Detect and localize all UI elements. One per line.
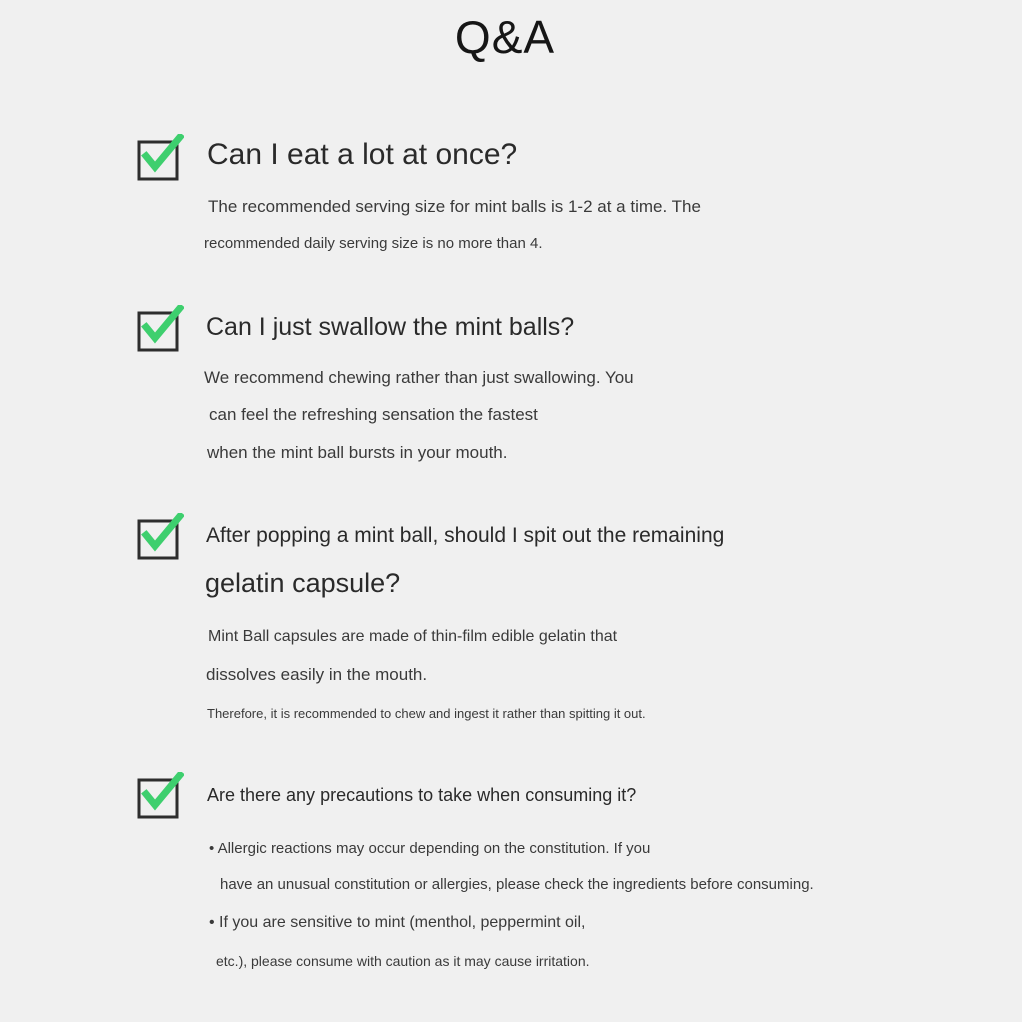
answer-text: recommended daily serving size is no more than 4.	[204, 235, 543, 252]
answer-text: can feel the refreshing sensation the fastest	[209, 405, 538, 424]
checkbox-checked-icon	[136, 513, 184, 561]
page-title: Q&A	[454, 11, 556, 63]
question-text: gelatin capsule?	[205, 568, 401, 598]
answer-text: Mint Ball capsules are made of thin-film edible gelatin that	[208, 628, 618, 645]
answer-text: etc.), please consume with caution as it may cause irritation.	[216, 953, 590, 969]
question-text: Can I just swallow the mint balls?	[206, 313, 575, 341]
answer-text: dissolves easily in the mouth.	[206, 665, 428, 684]
answer-text: We recommend chewing rather than just swallowing. You	[204, 368, 634, 387]
question-text: Are there any precautions to take when consuming it?	[207, 785, 637, 805]
bullet-answer-text: • If you are sensitive to mint (menthol, peppermint oil,	[209, 914, 586, 931]
question-text: After popping a mint ball, should I spit out the remaining	[206, 524, 725, 547]
checkbox-checked-icon	[136, 305, 184, 353]
checkbox-checked-icon	[136, 134, 184, 182]
answer-text: when the mint ball bursts in your mouth.	[207, 443, 508, 462]
answer-text: Therefore, it is recommended to chew and ingest it rather than spitting it out.	[207, 706, 646, 721]
answer-text: have an unusual constitution or allergies, please check the ingredients before consuming.	[220, 876, 814, 893]
checkbox-checked-icon	[136, 772, 184, 820]
question-text: Can I eat a lot at once?	[207, 138, 518, 171]
answer-text: The recommended serving size for mint balls is 1-2 at a time. The	[208, 197, 701, 216]
bullet-answer-text: • Allergic reactions may occur depending on the constitution. If you	[209, 840, 651, 857]
